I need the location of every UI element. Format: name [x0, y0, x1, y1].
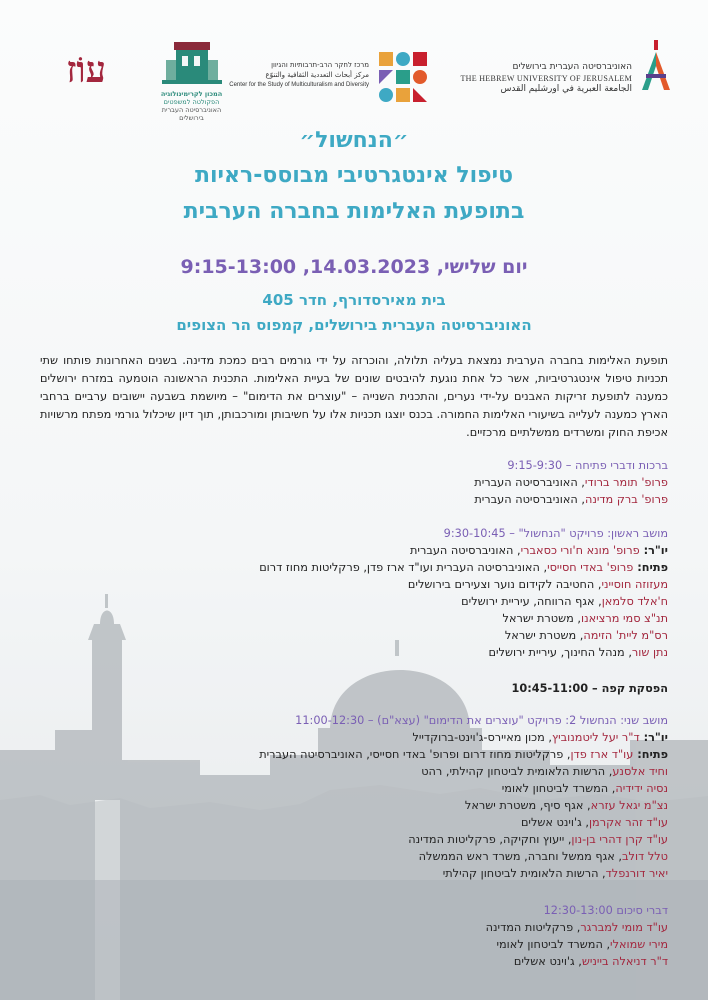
speaker-affiliation: , משטרת ישראל	[502, 612, 581, 625]
speaker-affiliation: , החטיבה לקידום נוער וצעירים בירושלים	[407, 578, 602, 591]
oz-logo-text: עוֹז	[66, 49, 106, 91]
speaker-name: ד"ר דניאלה בייניש	[581, 955, 668, 968]
huji-hebrew-name: האוניברסיטה העברית בירושלים	[512, 62, 632, 72]
speaker-name: עו"ד מומי למברגר	[580, 921, 668, 934]
speaker-affiliation: , מנהל החינוך, עיריית ירושלים	[488, 646, 632, 659]
opening-title: ברכות ודברי פתיחה – 9:15-9:30	[507, 459, 668, 472]
closing-speaker	[40, 919, 668, 936]
criminology-building-icon	[154, 38, 229, 88]
session2-speaker	[40, 831, 668, 848]
closing-title: דברי סיכום 12:30-13:00	[543, 904, 668, 917]
chair-name: ד"ר יעל ליטמנוביץ	[552, 731, 640, 744]
hebrew-university-emblem-icon	[640, 40, 672, 92]
speaker-name: פרופ' תומר ברודי	[584, 476, 668, 489]
speaker-affiliation: , הרשות הלאומית לביטחון קהילתי, רהט	[421, 765, 613, 778]
speaker-affiliation: , ג'וינט אשלים	[513, 955, 582, 968]
session2-title	[40, 712, 668, 729]
opening-name: עו"ד ארז פדן	[570, 748, 634, 761]
session1-section	[40, 525, 668, 661]
opening-speaker-1	[40, 474, 668, 491]
opening-name: פרופ' באדי חסייסי	[547, 561, 634, 574]
speaker-affiliation: , האוניברסיטה העברית	[474, 476, 585, 489]
header-logos	[36, 38, 672, 122]
multi-english-name: Center for the Study of Multiculturalism and Diversity	[229, 82, 369, 88]
speaker-affiliation: , הרשות הלאומית לביטחון קהילתי	[442, 867, 606, 880]
speaker-affiliation: , אגף ממשל וחברה, משרד ראש הממשלה	[418, 850, 623, 863]
title-main: טיפול אינטגרטיבי מבוסס-ראיות	[194, 163, 514, 188]
event-date: יום שלישי, 14.03.2023, 9:15-13:00	[180, 256, 528, 278]
session1-speaker	[40, 576, 668, 593]
coffee-break: הפסקת קפה – 10:45-11:00	[511, 682, 668, 695]
title-quote: ״הנחשול״	[299, 128, 409, 153]
huji-arabic-name: الجامعة العبرية في اورشليم القدس	[500, 84, 632, 94]
speaker-name: נצ"מ יגאל עזרא	[590, 799, 668, 812]
session2-section	[40, 712, 668, 882]
inst-name-2: הפקולטה למשפטים	[163, 98, 220, 106]
session2-speaker	[40, 814, 668, 831]
multiculturalism-mosaic-icon	[379, 52, 427, 104]
speaker-name: עו"ד זהר אקרמן	[588, 816, 668, 829]
huji-english-name: THE HEBREW UNIVERSITY OF JERUSALEM	[460, 74, 632, 83]
speaker-name: טלל דולב	[622, 850, 668, 863]
session1-speaker	[40, 610, 668, 627]
chair-affiliation: , האוניברסיטה העברית	[410, 544, 521, 557]
speaker-affiliation: , משטרת ישראל	[504, 629, 584, 642]
session2-speaker	[40, 797, 668, 814]
session2-speaker	[40, 865, 668, 882]
criminology-institute-logo[interactable]	[154, 38, 229, 122]
inst-name-1: המכון לקרימינולוגיה	[160, 90, 223, 98]
speaker-affiliation: , ג'וינט אשלים	[520, 816, 589, 829]
speaker-affiliation: , פרקליטות המדינה	[485, 921, 581, 934]
session1-title-text: מושב ראשון: פרויקט "הנחשול" –	[505, 527, 668, 540]
speaker-name: עו"ד קרן דהרי בן-נון	[571, 833, 668, 846]
speaker-name: רס"מ ליית' הזימה	[583, 629, 668, 642]
session1-chair	[40, 542, 668, 559]
speaker-affiliation: , אגף הרווחה, עיריית ירושלים	[461, 595, 602, 608]
closing-speaker	[40, 953, 668, 970]
event-location-room: בית מאירסדורף, חדר 405	[262, 291, 446, 309]
event-location-campus: האוניברסיטה העברית בירושלים, קמפוס הר הצופים	[176, 316, 532, 334]
chair-label: יו"ר:	[639, 731, 668, 744]
hebrew-university-logo[interactable]	[460, 38, 672, 108]
speaker-affiliation: , ייעוץ וחקיקה, פרקליטות המדינה	[408, 833, 572, 846]
speaker-name: יאיר דורנפלד	[605, 867, 668, 880]
closing-section	[40, 902, 668, 970]
session2-opening	[40, 746, 668, 763]
session2-title-text: מושב שני: הנחשול 2: פרויקט "עוצרים את הדימום" (עצא"ם) –	[364, 714, 668, 727]
inst-name-3: האוניברסיטה העברית בירושלים	[161, 106, 222, 122]
session1-speaker	[40, 627, 668, 644]
session1-speaker	[40, 644, 668, 661]
speaker-affiliation: , המשרד לביטחון לאומי	[496, 938, 611, 951]
speaker-affiliation: , המשרד לביטחון לאומי	[501, 782, 616, 795]
chair-name: פרופ' מונא ח'ורי כסאברי	[520, 544, 640, 557]
speaker-affiliation: , האוניברסיטה העברית	[474, 493, 585, 506]
session2-speaker	[40, 848, 668, 865]
multi-arabic-name: مركز أبحاث التعددية الثقافية والتنوّع	[265, 71, 369, 79]
opening-section	[40, 457, 668, 508]
opening-label: פתיח:	[633, 561, 668, 574]
session2-speaker	[40, 763, 668, 780]
oz-logo[interactable]	[36, 50, 106, 90]
session1-speaker	[40, 593, 668, 610]
session2-speaker	[40, 780, 668, 797]
speaker-name: נסיה ידידיה	[615, 782, 668, 795]
session1-opening	[40, 559, 668, 576]
session2-chair	[40, 729, 668, 746]
chair-label: יו"ר:	[639, 544, 668, 557]
speaker-name: מירי שמואלי	[610, 938, 668, 951]
closing-speaker	[40, 936, 668, 953]
intro-paragraph: תופעת האלימות בחברה הערבית נמצאת בעליה תלולה, והוכרזה על ידי גורמים רבים כמכת מדינה. בשנים האחרונות פותחו שתי תכניות טיפול אינטגרטיביות, אשר כל אחת נוגעת להיבטים שונים של בעיית האלימות. התכנית הראשונה הוטמעה במזרח ירושלים כמענה לתופעת זריקות האבנים על-ידי נערים, והתכנית השנייה – "עוצרים את הדימום" – מיושמת בשבעה יישובים ערביים ברחבי הארץ כמענה לעלייה בשיעורי האלימות החמורה. בכנס יוצגו תכניות אלו על חשיבותן ומורכבותן, תוך דיון שיכלול גורמי מפתח מרשויות אכיפת החוק ומשרדים ממשלתיים מרכזיים.	[40, 354, 668, 439]
session2-time: 11:00-12:30	[295, 714, 365, 727]
opening-affiliation: , פרקליטות מחוז דרום ופרופ' באדי חסייסי, האוניברסיטה העברית	[259, 748, 571, 761]
chair-affiliation: , מכון מאיירס-ג'וינט-ברוקדייל	[412, 731, 553, 744]
multi-hebrew-name: מרכז לחקר הרב-תרבותיות והגיוון	[271, 61, 369, 69]
session1-time: 9:30-10:45	[443, 527, 506, 540]
speaker-name: נתן שור	[631, 646, 668, 659]
speaker-name: ח'אלד סלמאן	[601, 595, 668, 608]
speaker-name: תנ"צ סמי מרציאנו	[581, 612, 668, 625]
opening-affiliation: , האוניברסיטה העברית ועו"ד ארז פדן, פרקליטות מחוז דרום	[259, 561, 548, 574]
opening-speaker-2	[40, 491, 668, 508]
title-sub: בתופעת האלימות בחברה הערבית	[183, 199, 525, 224]
speaker-affiliation: , אגף סיף, משטרת ישראל	[464, 799, 591, 812]
speaker-name: מעזוזה חוסייני	[601, 578, 668, 591]
multiculturalism-center-logo[interactable]	[217, 38, 427, 108]
opening-label: פתיח:	[633, 748, 668, 761]
session1-title	[40, 525, 668, 542]
speaker-name: וחיד אלסנע	[612, 765, 668, 778]
speaker-name: פרופ' ברק מדינה	[584, 493, 668, 506]
